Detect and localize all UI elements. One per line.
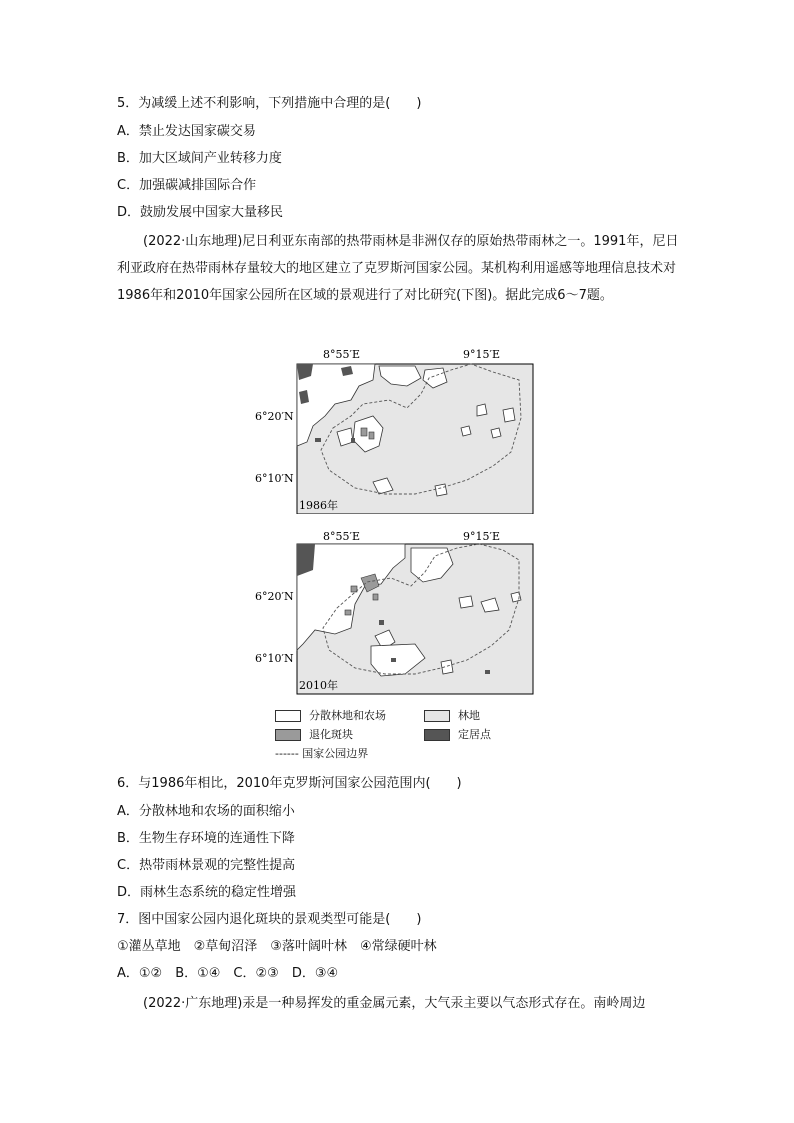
map-1986 (255, 342, 535, 518)
map-1986-lon-right: 9°15′E (463, 348, 501, 361)
q7-options: A．①② B．①④ C．②③ D．③④ (117, 966, 339, 981)
map-2010 (255, 524, 535, 700)
legend-label-scattered: 分散林地和农场 (309, 709, 386, 722)
q6-option-c: C．热带雨林景观的完整性提高 (117, 858, 296, 873)
q5-stem: 5．为减缓上述不利影响，下列措施中合理的是( ) (117, 96, 422, 111)
map-1986-lat-bottom: 6°10′N (255, 472, 294, 485)
map-1986-lon-left: 8°55′E (323, 348, 361, 361)
map-2010-lat-top: 6°20′N (255, 590, 294, 603)
map-2010-lon-left: 8°55′E (323, 530, 361, 543)
legend-swatch-forest (424, 710, 450, 722)
legend-label-settlement: 定居点 (458, 728, 491, 741)
intro-paragraph-next: (2022·广东地理)汞是一种易挥发的重金属元素，大气汞主要以气态形式存在。南岭周边 (143, 996, 646, 1011)
map-1986-lat-top: 6°20′N (255, 410, 294, 423)
q5-option-d: D．鼓励发展中国家大量移民 (117, 205, 284, 220)
q5-option-c: C．加强碳减排国际合作 (117, 178, 257, 193)
q7-stem: 7．图中国家公园内退化斑块的景观类型可能是( ) (117, 912, 422, 927)
q6-option-d: D．雨林生态系统的稳定性增强 (117, 885, 297, 900)
legend-label-forest: 林地 (458, 709, 480, 722)
legend-label-boundary: ------ 国家公园边界 (275, 747, 369, 760)
map-2010-lon-right: 9°15′E (463, 530, 501, 543)
q6-stem: 6．与1986年相比，2010年克罗斯河国家公园范围内( ) (117, 776, 462, 791)
map-1986-year: 1986年 (299, 499, 338, 512)
q6-option-b: B．生物生存环境的连通性下降 (117, 831, 295, 846)
legend-swatch-degraded (275, 729, 301, 741)
map-2010-year: 2010年 (299, 679, 338, 692)
q5-option-b: B．加大区域间产业转移力度 (117, 151, 282, 166)
q6-option-a: A．分散林地和农场的面积缩小 (117, 804, 295, 819)
q5-option-a: A．禁止发达国家碳交易 (117, 124, 256, 139)
legend-swatch-settlement (424, 729, 450, 741)
legend-swatch-scattered (275, 710, 301, 722)
legend-label-degraded: 退化斑块 (309, 728, 353, 741)
intro-paragraph-6-7: (2022·山东地理)尼日利亚东南部的热带雨林是非洲仅存的原始热带雨林之一。1991年，尼日利亚政府在热带雨林存量较大的地区建立了克罗斯河国家公园。某机构利用遥感等地理信息技术对1986年和2010年国家公园所在区域的景观进行了对比研究(下图)。据此完成6～7题。 (117, 234, 679, 303)
map-2010-lat-bottom: 6°10′N (255, 652, 294, 665)
q7-choices: ①灌丛草地 ②草甸沼泽 ③落叶阔叶林 ④常绿硬叶林 (117, 939, 437, 954)
